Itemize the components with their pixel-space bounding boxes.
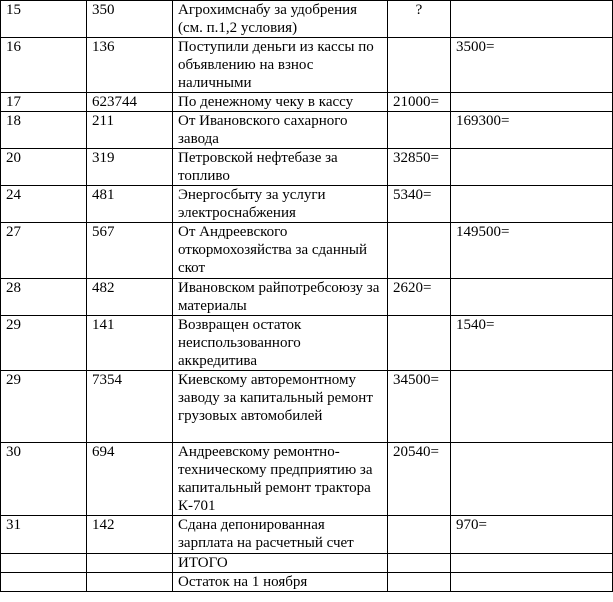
- day-cell: 31: [1, 516, 87, 554]
- credit-cell: [451, 573, 613, 592]
- debit-cell: 21000=: [388, 93, 451, 112]
- debit-cell: 34500=: [388, 371, 451, 443]
- day-cell: 29: [1, 371, 87, 443]
- doc-number-cell: 142: [87, 516, 173, 554]
- doc-number-cell: 350: [87, 1, 173, 38]
- debit-cell: 32850=: [388, 149, 451, 186]
- table-row: [1, 443, 613, 516]
- description-cell: Петровской нефтебазе за топливо: [173, 149, 388, 186]
- day-cell: [1, 573, 87, 592]
- table-row: [1, 516, 613, 554]
- credit-cell: [451, 371, 613, 443]
- doc-number-cell: 567: [87, 223, 173, 279]
- description-cell: Агрохимснабу за удобрения (см. п.1,2 условия): [173, 1, 388, 38]
- table-row: [1, 279, 613, 316]
- credit-cell: 970=: [451, 516, 613, 554]
- day-cell: 27: [1, 223, 87, 279]
- table-row: [1, 371, 613, 443]
- credit-cell: 149500=: [451, 223, 613, 279]
- table-row: [1, 186, 613, 223]
- description-cell: Сдана депонированная зарплата на расчетный счет: [173, 516, 388, 554]
- table-row: [1, 112, 613, 149]
- doc-number-cell: [87, 554, 173, 573]
- debit-cell: 5340=: [388, 186, 451, 223]
- debit-cell: 20540=: [388, 443, 451, 516]
- credit-cell: [451, 279, 613, 316]
- credit-cell: [451, 93, 613, 112]
- debit-cell: [388, 223, 451, 279]
- debit-cell: ?: [388, 1, 451, 38]
- debit-cell: [388, 112, 451, 149]
- day-cell: [1, 554, 87, 573]
- total-row: [1, 554, 613, 573]
- doc-number-cell: 136: [87, 38, 173, 93]
- balance-row: [1, 573, 613, 592]
- credit-cell: [451, 186, 613, 223]
- credit-cell: 1540=: [451, 316, 613, 371]
- description-cell: Андреевскому ремонтно-техническому предприятию за капитальный ремонт трактора К-701: [173, 443, 388, 516]
- day-cell: 15: [1, 1, 87, 38]
- description-cell: Энергосбыту за услуги электроснабжения: [173, 186, 388, 223]
- credit-cell: [451, 554, 613, 573]
- total-label: ИТОГО: [173, 554, 388, 573]
- table-row: [1, 316, 613, 371]
- day-cell: 17: [1, 93, 87, 112]
- description-cell: Киевскому авторемонтному заводу за капитальный ремонт грузовых автомобилей: [173, 371, 388, 443]
- table-row: [1, 38, 613, 93]
- table-row: [1, 149, 613, 186]
- credit-cell: 169300=: [451, 112, 613, 149]
- description-cell: Ивановском райпотребсоюзу за материалы: [173, 279, 388, 316]
- description-cell: По денежному чеку в кассу: [173, 93, 388, 112]
- debit-cell: [388, 316, 451, 371]
- doc-number-cell: 482: [87, 279, 173, 316]
- credit-cell: [451, 149, 613, 186]
- doc-number-cell: 141: [87, 316, 173, 371]
- table-row: [1, 223, 613, 279]
- debit-cell: 2620=: [388, 279, 451, 316]
- day-cell: 20: [1, 149, 87, 186]
- debit-cell: [388, 38, 451, 93]
- credit-cell: [451, 1, 613, 38]
- description-cell: Возвращен остаток неиспользованного аккредитива: [173, 316, 388, 371]
- table-row: [1, 93, 613, 112]
- debit-cell: [388, 573, 451, 592]
- day-cell: 16: [1, 38, 87, 93]
- description-cell: От Ивановского сахарного завода: [173, 112, 388, 149]
- table-row: [1, 1, 613, 38]
- doc-number-cell: [87, 573, 173, 592]
- debit-cell: [388, 516, 451, 554]
- credit-cell: [451, 443, 613, 516]
- debit-cell: [388, 554, 451, 573]
- day-cell: 18: [1, 112, 87, 149]
- credit-cell: 3500=: [451, 38, 613, 93]
- doc-number-cell: 694: [87, 443, 173, 516]
- doc-number-cell: 211: [87, 112, 173, 149]
- doc-number-cell: 7354: [87, 371, 173, 443]
- day-cell: 29: [1, 316, 87, 371]
- description-cell: От Андреевского откормохозяйства за сданный скот: [173, 223, 388, 279]
- day-cell: 28: [1, 279, 87, 316]
- description-cell: Поступили деньги из кассы по объявлению на взнос наличными: [173, 38, 388, 93]
- day-cell: 30: [1, 443, 87, 516]
- doc-number-cell: 481: [87, 186, 173, 223]
- balance-label: Остаток на 1 ноября: [173, 573, 388, 592]
- doc-number-cell: 319: [87, 149, 173, 186]
- doc-number-cell: 623744: [87, 93, 173, 112]
- day-cell: 24: [1, 186, 87, 223]
